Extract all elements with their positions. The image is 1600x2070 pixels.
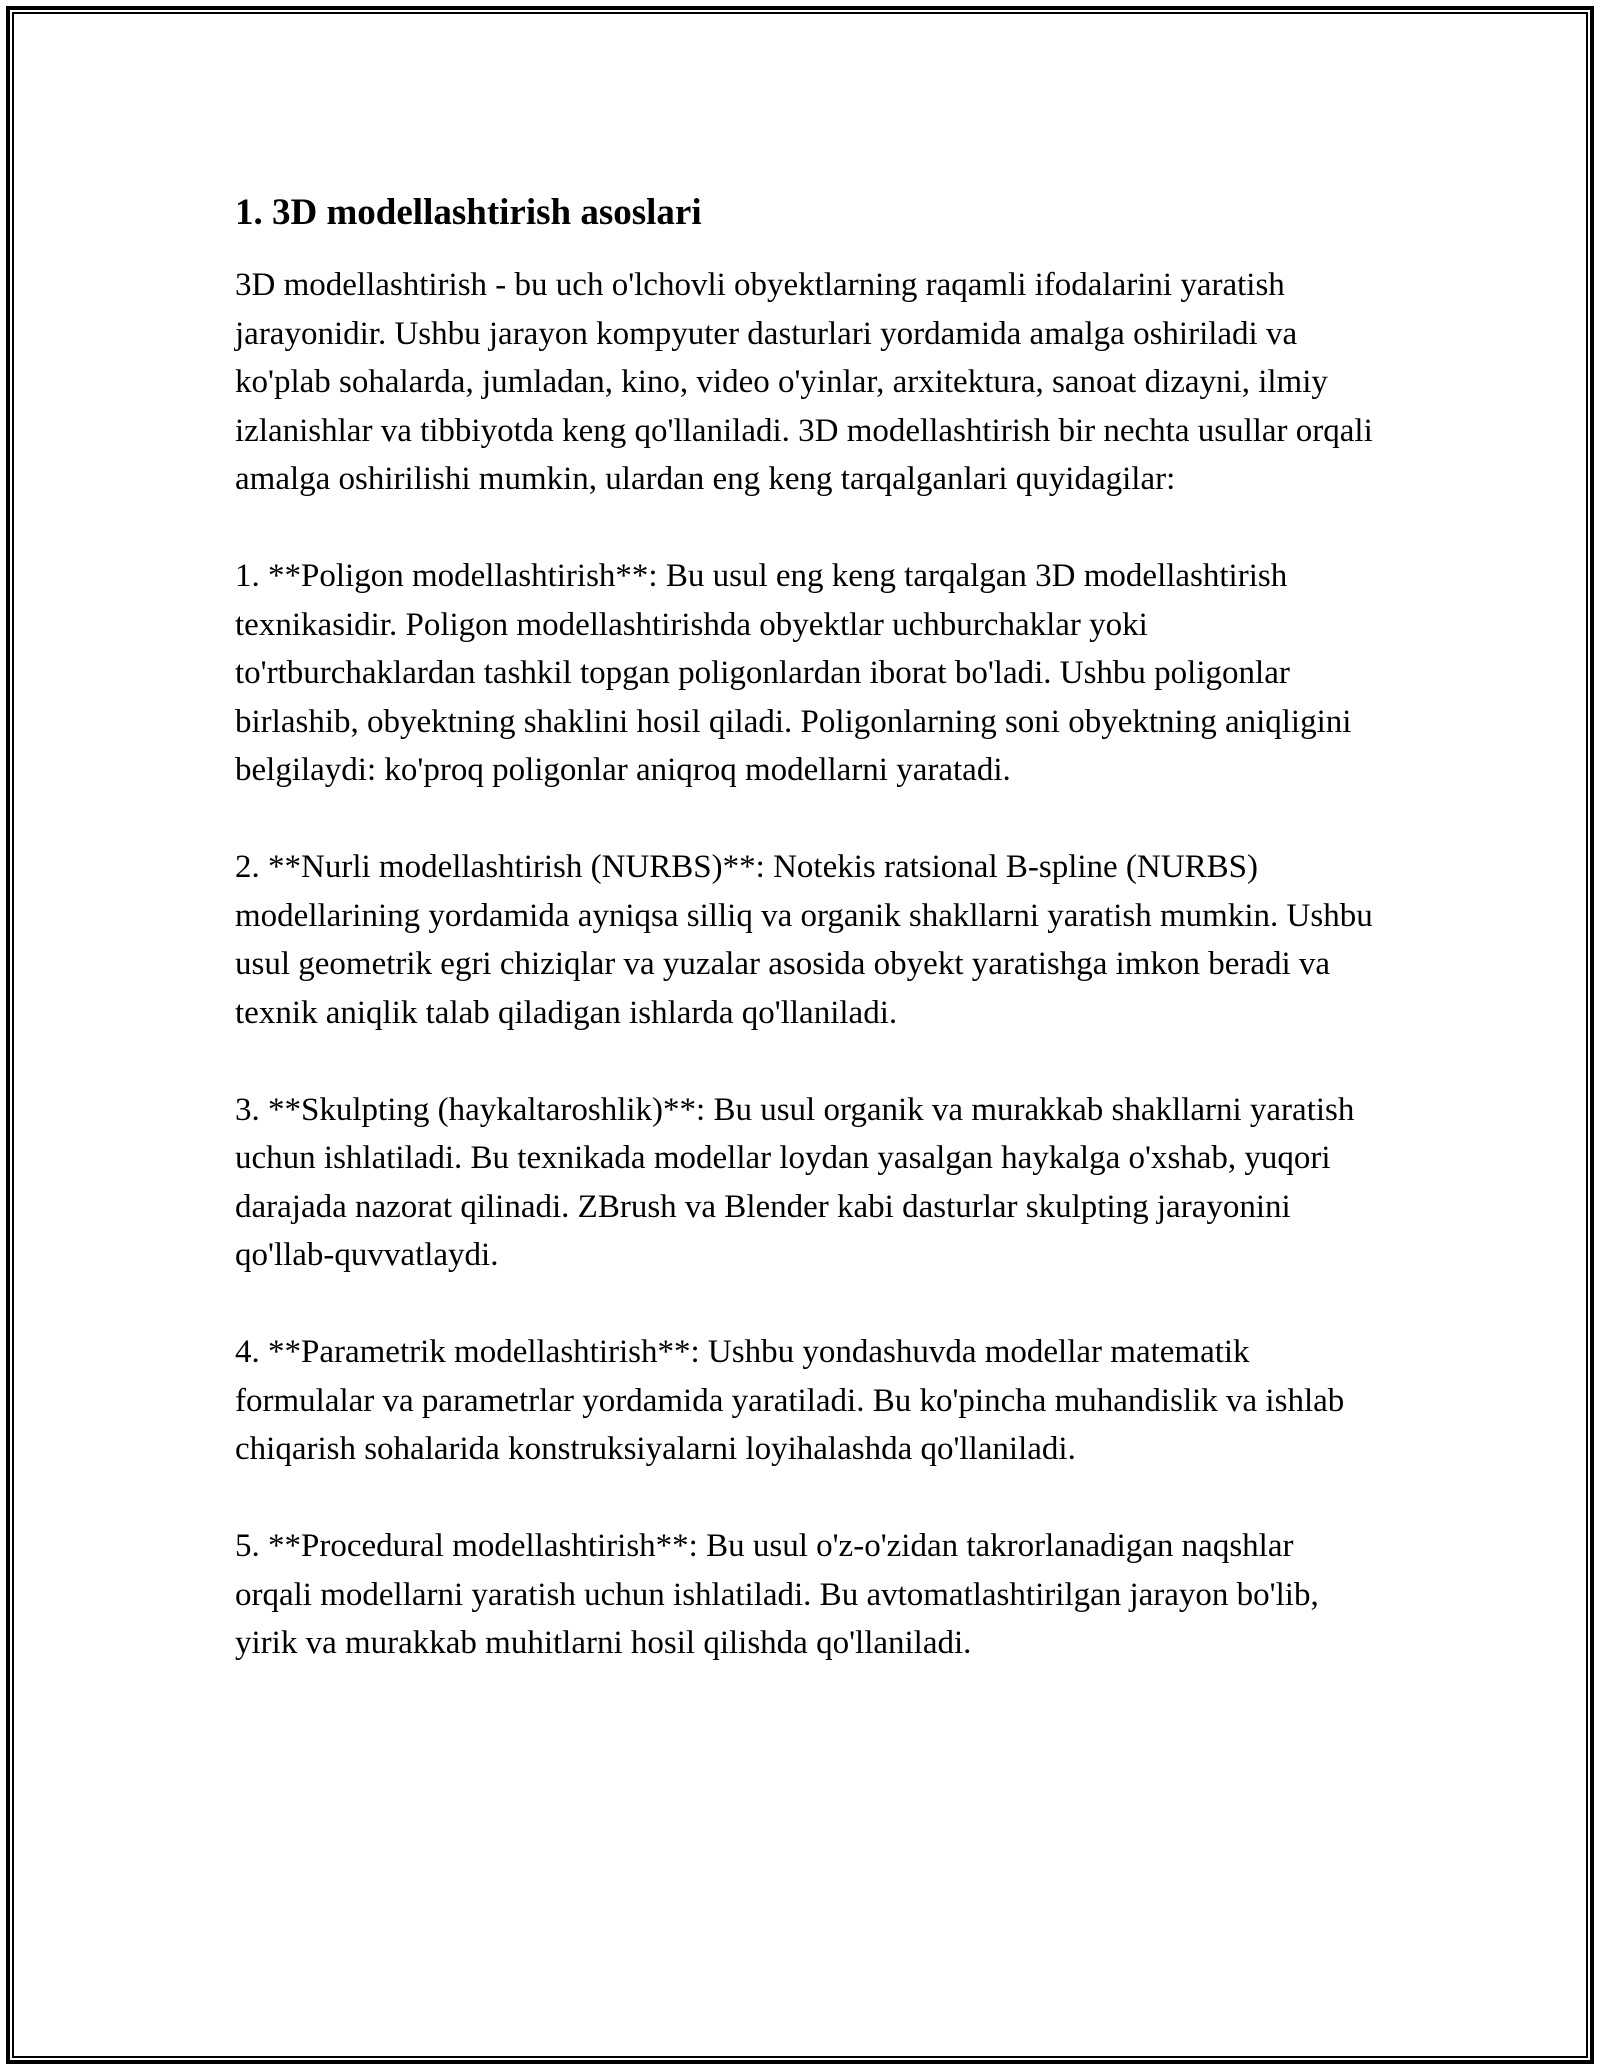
- intro-paragraph: 3D modellashtirish - bu uch o'lchovli obyektlarning raqamli ifodalarini yaratish jarayonidir. Ushbu jarayon kompyuter dasturlari yordamida amalga oshiriladi va ko'plab sohalarda, jumladan, kino, video o'yinlar, arxitektura, sanoat dizayni, ilmiy izlanishlar va tibbiyotda keng qo'llaniladi. 3D modellashtirish bir nechta usullar orqali amalga oshirilishi mumkin, ulardan eng keng tarqalganlari quyidagilar:: [235, 267, 1373, 497]
- section-heading: 1. 3D modellashtirish asoslari: [235, 192, 702, 233]
- document-body: [235, 185, 1375, 1668]
- list-item-polygon-modeling: 1. **Poligon modellashtirish**: Bu usul eng keng tarqalgan 3D modellashtirish texnikasidir. Poligon modellashtirishda obyektlar uchburchaklar yoki to'rtburchaklardan tashkil topgan poligonlardan iborat bo'ladi. Ushbu poligonlar birlashib, obyektning shaklini hosil qiladi. Poligonlarning soni obyektning aniqligini belgilaydi: ko'proq poligonlar aniqroq modellarni yaratadi.: [235, 558, 1352, 788]
- list-item-sculpting: 3. **Skulpting (haykaltaroshlik)**: Bu usul organik va murakkab shakllarni yaratish uchun ishlatiladi. Bu texnikada modellar loydan yasalgan haykalga o'xshab, yuqori darajada nazorat qilinadi. ZBrush va Blender kabi dasturlar skulpting jarayonini qo'llab-quvvatlaydi.: [235, 1091, 1355, 1273]
- list-item-nurbs-modeling: 2. **Nurli modellashtirish (NURBS)**: Notekis ratsional B-spline (NURBS) modellarining yordamida ayniqsa silliq va organik shakllarni yaratish mumkin. Ushbu usul geometrik egri chiziqlar va yuzalar asosida obyekt yaratishga imkon beradi va texnik aniqlik talab qiladigan ishlarda qo'llaniladi.: [235, 849, 1373, 1031]
- list-item-procedural-modeling: 5. **Procedural modellashtirish**: Bu usul o'z-o'zidan takrorlanadigan naqshlar orqali modellarni yaratish uchun ishlatiladi. Bu avtomatlashtirilgan jarayon bo'lib, yirik va murakkab muhitlarni hosil qilishda qo'llaniladi.: [235, 1528, 1319, 1661]
- list-item-parametric-modeling: 4. **Parametrik modellashtirish**: Ushbu yondashuvda modellar matematik formulalar va parametrlar yordamida yaratiladi. Bu ko'pincha muhandislik va ishlab chiqarish sohalarida konstruksiyalarni loyihalashda qo'llaniladi.: [235, 1334, 1345, 1467]
